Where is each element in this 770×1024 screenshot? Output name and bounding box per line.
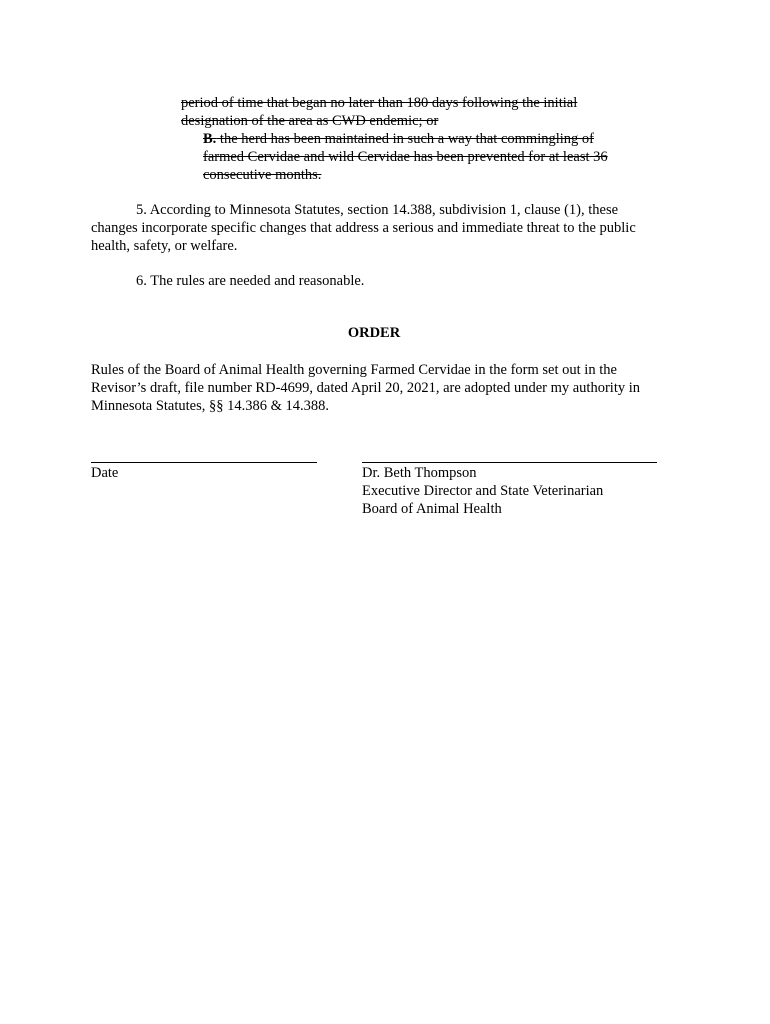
order-heading: ORDER [347,325,401,341]
signer-title: Executive Director and State Veterinarian [362,483,604,499]
date-signature-line [91,462,317,463]
signer-organization: Board of Animal Health [362,501,502,517]
paragraph-6: 6. The rules are needed and reasonable. [136,273,365,289]
struck-through-rule-text [181,94,621,184]
struck-item-b-text: the herd has been maintained in such a way that commingling of farmed Cervidae and wild Cervidae has been prevented for at least 36 consecutive months. [203,131,608,183]
signer-block [362,464,603,518]
struck-item-b [181,130,621,184]
struck-line-a: period of time that began no later than 180 days following the initial designation of the area as CWD endemic; or [181,95,578,129]
struck-item-b-label: B. [203,131,217,147]
order-body: Rules of the Board of Animal Health governing Farmed Cervidae in the form set out in the Revisor’s draft, file number RD-4699, dated April 20, 2021, are adopted under my authority in Minnesota Statutes, §§ 14.386 & 14.388. [91,362,641,414]
date-label: Date [91,465,119,481]
signer-signature-line [362,462,657,463]
paragraph-5: 5. According to Minnesota Statutes, section 14.388, subdivision 1, clause (1), these changes incorporate specific changes that address a serious and immediate threat to the public health, safety, or welfare. [91,202,636,254]
signer-name: Dr. Beth Thompson [362,465,477,481]
